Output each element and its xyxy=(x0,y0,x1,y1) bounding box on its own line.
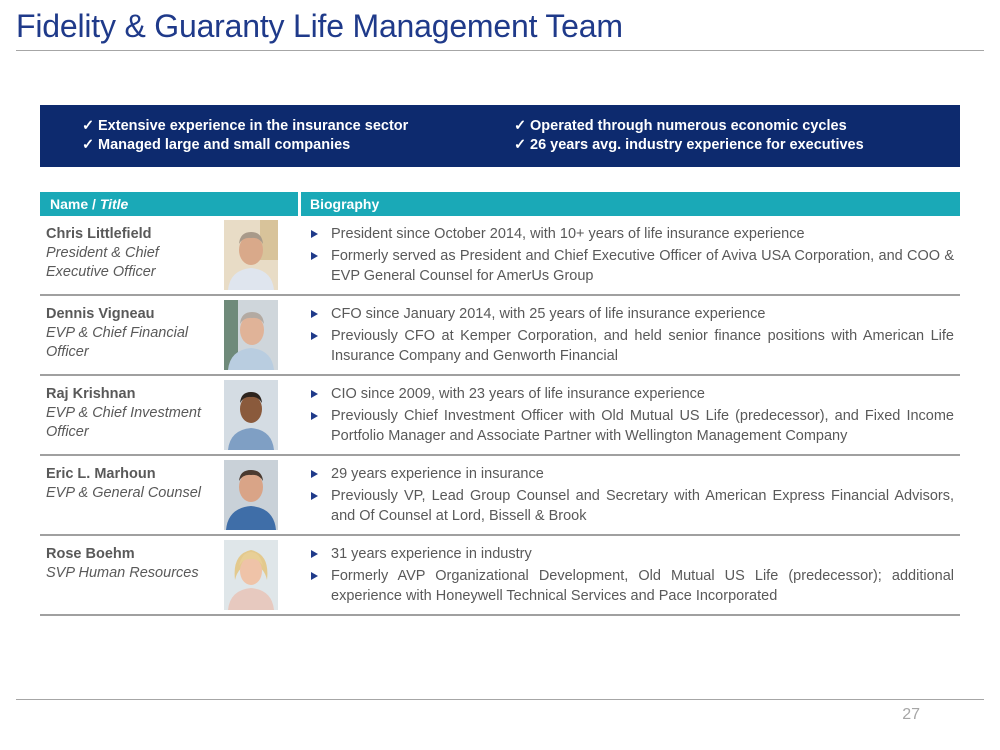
bullet-arrow-icon xyxy=(311,332,318,340)
highlights-right-column xyxy=(514,117,864,155)
person-name: Eric L. Marhoun xyxy=(46,466,156,482)
person-title: EVP & Chief Financial Officer xyxy=(46,325,189,360)
checkmark-icon: ✓ xyxy=(514,137,527,153)
footer-divider xyxy=(16,699,984,700)
table-row xyxy=(40,456,960,536)
bio-text: 31 years experience in industry xyxy=(331,546,532,562)
bio-text: Formerly served as President and Chief Executive Officer of Aviva USA Corporation, and COO & EVP General Counsel for AmerUs Group xyxy=(331,248,954,284)
headshot-photo xyxy=(224,380,278,450)
bullet-arrow-icon xyxy=(311,550,318,558)
bio-bullet xyxy=(310,406,954,446)
person-biography xyxy=(310,224,954,288)
bullet-arrow-icon xyxy=(311,572,318,580)
highlights-left-column xyxy=(82,117,408,155)
table-header-biography: Biography xyxy=(301,192,960,216)
bio-text: 29 years experience in insurance xyxy=(331,466,544,482)
highlight-item xyxy=(82,136,408,155)
bio-bullet xyxy=(310,464,954,484)
bio-bullet xyxy=(310,224,954,244)
person-biography xyxy=(310,464,954,528)
headshot-photo xyxy=(224,220,278,290)
person-silhouette-icon xyxy=(224,380,278,450)
highlight-item xyxy=(514,117,864,136)
highlight-text: Managed large and small companies xyxy=(98,137,351,153)
bullet-arrow-icon xyxy=(311,310,318,318)
page-title: Fidelity & Guaranty Life Management Team xyxy=(16,8,623,44)
bullet-arrow-icon xyxy=(311,470,318,478)
person-name: Dennis Vigneau xyxy=(46,306,155,322)
person-silhouette-icon xyxy=(224,460,278,530)
bio-text: Previously CFO at Kemper Corporation, and held senior finance positions with American Life Insurance Company and Genworth Financial xyxy=(331,328,954,364)
bio-bullet xyxy=(310,486,954,526)
headshot-photo xyxy=(224,460,278,530)
bullet-arrow-icon xyxy=(311,390,318,398)
person-silhouette-icon xyxy=(224,300,278,370)
highlight-text: Extensive experience in the insurance sector xyxy=(98,118,409,134)
highlight-item xyxy=(82,117,408,136)
person-name: Chris Littlefield xyxy=(46,226,152,242)
person-name: Raj Krishnan xyxy=(46,386,136,402)
bullet-arrow-icon xyxy=(311,412,318,420)
highlight-text: Operated through numerous economic cycles xyxy=(530,118,847,134)
person-title: President & Chief Executive Officer xyxy=(46,245,159,280)
person-silhouette-icon xyxy=(224,220,278,290)
highlight-text: 26 years avg. industry experience for executives xyxy=(530,137,864,153)
bio-text: President since October 2014, with 10+ years of life insurance experience xyxy=(331,226,805,242)
checkmark-icon: ✓ xyxy=(82,118,95,134)
table-row xyxy=(40,376,960,456)
bullet-arrow-icon xyxy=(311,252,318,260)
person-biography xyxy=(310,384,954,448)
bio-text: Previously Chief Investment Officer with Old Mutual US Life (predecessor), and Fixed Income Portfolio Manager and Associate Partner with Wellington Management Company xyxy=(331,408,954,444)
table-row xyxy=(40,216,960,296)
person-title: SVP Human Resources xyxy=(46,565,199,581)
headshot-photo xyxy=(224,300,278,370)
highlights-banner xyxy=(40,105,960,167)
bio-bullet xyxy=(310,544,954,564)
checkmark-icon: ✓ xyxy=(82,137,95,153)
bio-bullet xyxy=(310,326,954,366)
headshot-photo xyxy=(224,540,278,610)
team-table xyxy=(40,216,960,616)
person-biography xyxy=(310,304,954,368)
person-silhouette-icon xyxy=(224,540,278,610)
bio-text: Previously VP, Lead Group Counsel and Secretary with American Express Financial Advisors, and Of Counsel at Lord, Bissell & Brook xyxy=(331,488,954,524)
person-name: Rose Boehm xyxy=(46,546,135,562)
highlight-item xyxy=(514,136,864,155)
page-number: 27 xyxy=(902,706,920,723)
bio-bullet xyxy=(310,566,954,606)
table-row xyxy=(40,536,960,616)
table-header-name xyxy=(40,192,298,216)
person-biography xyxy=(310,544,954,608)
bio-text: CFO since January 2014, with 25 years of life insurance experience xyxy=(331,306,766,322)
bio-bullet xyxy=(310,304,954,324)
bio-text: Formerly AVP Organizational Development, Old Mutual US Life (predecessor); additional experience with Honeywell Technical Services and Pace Incorporated xyxy=(331,568,954,604)
person-title: EVP & Chief Investment Officer xyxy=(46,405,202,440)
table-row xyxy=(40,296,960,376)
person-title: EVP & General Counsel xyxy=(46,485,202,501)
checkmark-icon: ✓ xyxy=(514,118,527,134)
bullet-arrow-icon xyxy=(311,492,318,500)
bio-text: CIO since 2009, with 23 years of life insurance experience xyxy=(331,386,705,402)
bio-bullet xyxy=(310,246,954,286)
header-name-label: Name / xyxy=(50,196,100,212)
bio-bullet xyxy=(310,384,954,404)
header-title-label: Title xyxy=(99,196,129,212)
title-divider xyxy=(16,50,984,51)
bullet-arrow-icon xyxy=(311,230,318,238)
